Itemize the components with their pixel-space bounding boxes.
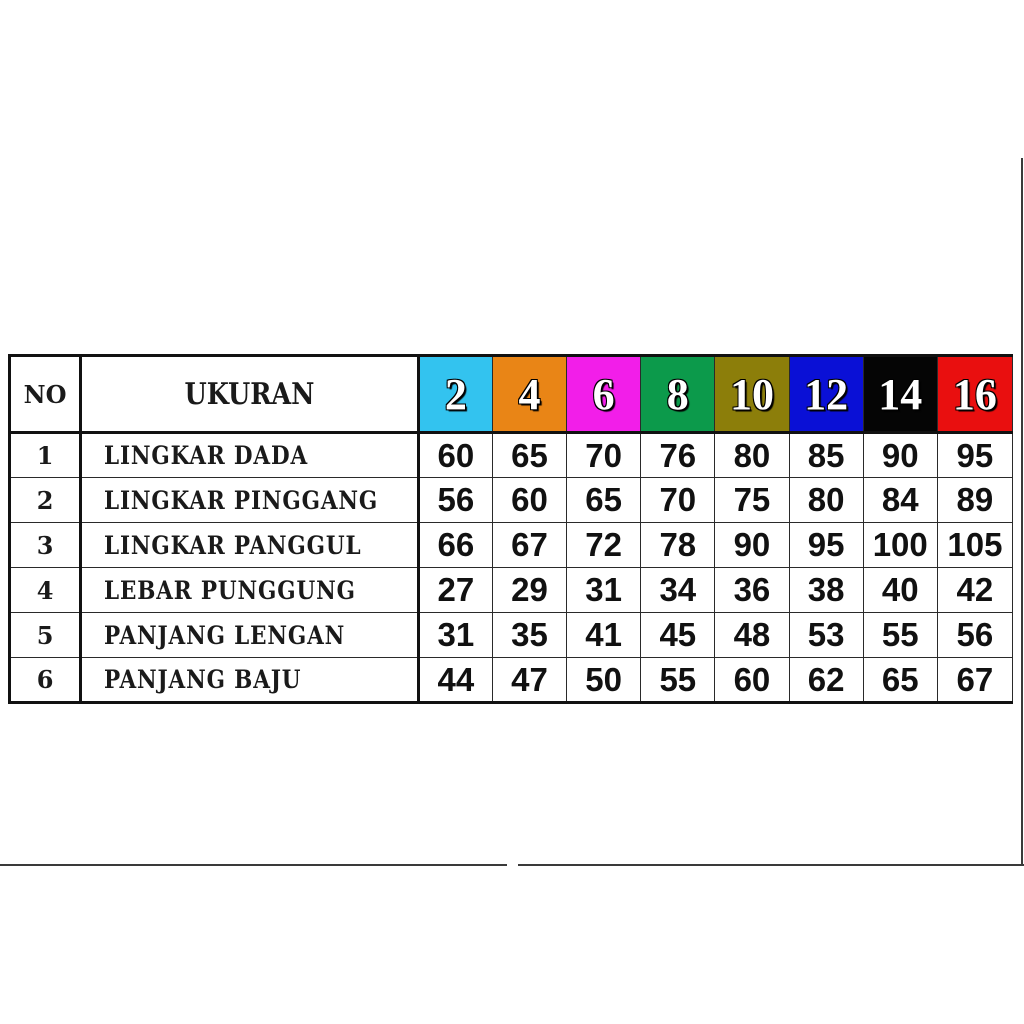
size-value: 34	[641, 568, 715, 613]
size-value: 45	[641, 613, 715, 658]
row-label: LINGKAR DADA	[104, 441, 309, 470]
size-value: 48	[715, 613, 789, 658]
size-value: 76	[641, 433, 715, 478]
size-value: 85	[789, 433, 863, 478]
size-value: 95	[789, 523, 863, 568]
size-value: 72	[567, 523, 641, 568]
table-row	[10, 478, 1013, 523]
row-label: PANJANG LENGAN	[104, 620, 346, 650]
size-value: 80	[715, 433, 789, 478]
size-value: 62	[789, 658, 863, 703]
size-value: 29	[492, 568, 566, 613]
size-value: 56	[418, 478, 492, 523]
row-number: 2	[10, 478, 81, 523]
size-value: 90	[863, 433, 937, 478]
size-value: 36	[715, 568, 789, 613]
size-value: 53	[789, 613, 863, 658]
row-label-cell	[81, 613, 419, 658]
frame-right-line	[1021, 158, 1023, 865]
size-value: 78	[641, 523, 715, 568]
size-value: 38	[789, 568, 863, 613]
table-row	[10, 568, 1013, 613]
row-number: 5	[10, 613, 81, 658]
size-value: 50	[567, 658, 641, 703]
size-value: 60	[715, 658, 789, 703]
size-value: 65	[492, 433, 566, 478]
row-label-cell	[81, 568, 419, 613]
row-label: LINGKAR PINGGANG	[104, 485, 379, 515]
size-chart-table	[8, 354, 1013, 704]
size-header: 16	[937, 356, 1012, 433]
table-row	[10, 523, 1013, 568]
size-value: 27	[418, 568, 492, 613]
size-value: 31	[567, 568, 641, 613]
row-label-cell	[81, 658, 419, 703]
size-value: 60	[492, 478, 566, 523]
row-number: 3	[10, 523, 81, 568]
size-value: 90	[715, 523, 789, 568]
size-value: 89	[937, 478, 1012, 523]
size-value: 100	[863, 523, 937, 568]
table-row	[10, 658, 1013, 703]
size-value: 60	[418, 433, 492, 478]
size-value: 70	[567, 433, 641, 478]
size-value: 56	[937, 613, 1012, 658]
row-label: LINGKAR PANGGUL	[104, 530, 362, 560]
size-value: 31	[418, 613, 492, 658]
size-value: 95	[937, 433, 1012, 478]
row-label: LEBAR PUNGGUNG	[104, 575, 356, 605]
size-value: 67	[492, 523, 566, 568]
size-value: 42	[937, 568, 1012, 613]
size-header: 2	[418, 356, 492, 433]
size-value: 47	[492, 658, 566, 703]
size-header: 14	[863, 356, 937, 433]
size-value: 44	[418, 658, 492, 703]
size-value: 65	[567, 478, 641, 523]
row-number: 4	[10, 568, 81, 613]
size-value: 75	[715, 478, 789, 523]
size-header: 12	[789, 356, 863, 433]
size-value: 66	[418, 523, 492, 568]
header-label: UKURAN	[184, 376, 315, 412]
size-value: 35	[492, 613, 566, 658]
row-label: PANJANG BAJU	[104, 665, 302, 694]
size-header: 4	[492, 356, 566, 433]
size-value: 67	[937, 658, 1012, 703]
size-value: 40	[863, 568, 937, 613]
header-row	[10, 356, 1013, 433]
row-label-cell	[81, 478, 419, 523]
header-label-cell	[81, 356, 419, 433]
frame-bottom-line-left	[0, 864, 507, 866]
size-value: 80	[789, 478, 863, 523]
size-value: 70	[641, 478, 715, 523]
table-row	[10, 433, 1013, 478]
row-number: 6	[10, 658, 81, 703]
row-number: 1	[10, 433, 81, 478]
size-value: 41	[567, 613, 641, 658]
size-value: 84	[863, 478, 937, 523]
frame-bottom-line-right	[518, 864, 1024, 866]
size-header: 8	[641, 356, 715, 433]
row-label-cell	[81, 523, 419, 568]
size-value: 105	[937, 523, 1012, 568]
size-value: 55	[863, 613, 937, 658]
size-value: 55	[641, 658, 715, 703]
table-row	[10, 613, 1013, 658]
size-header: 10	[715, 356, 789, 433]
size-header: 6	[567, 356, 641, 433]
row-label-cell	[81, 433, 419, 478]
size-value: 65	[863, 658, 937, 703]
header-no: NO	[10, 356, 81, 433]
